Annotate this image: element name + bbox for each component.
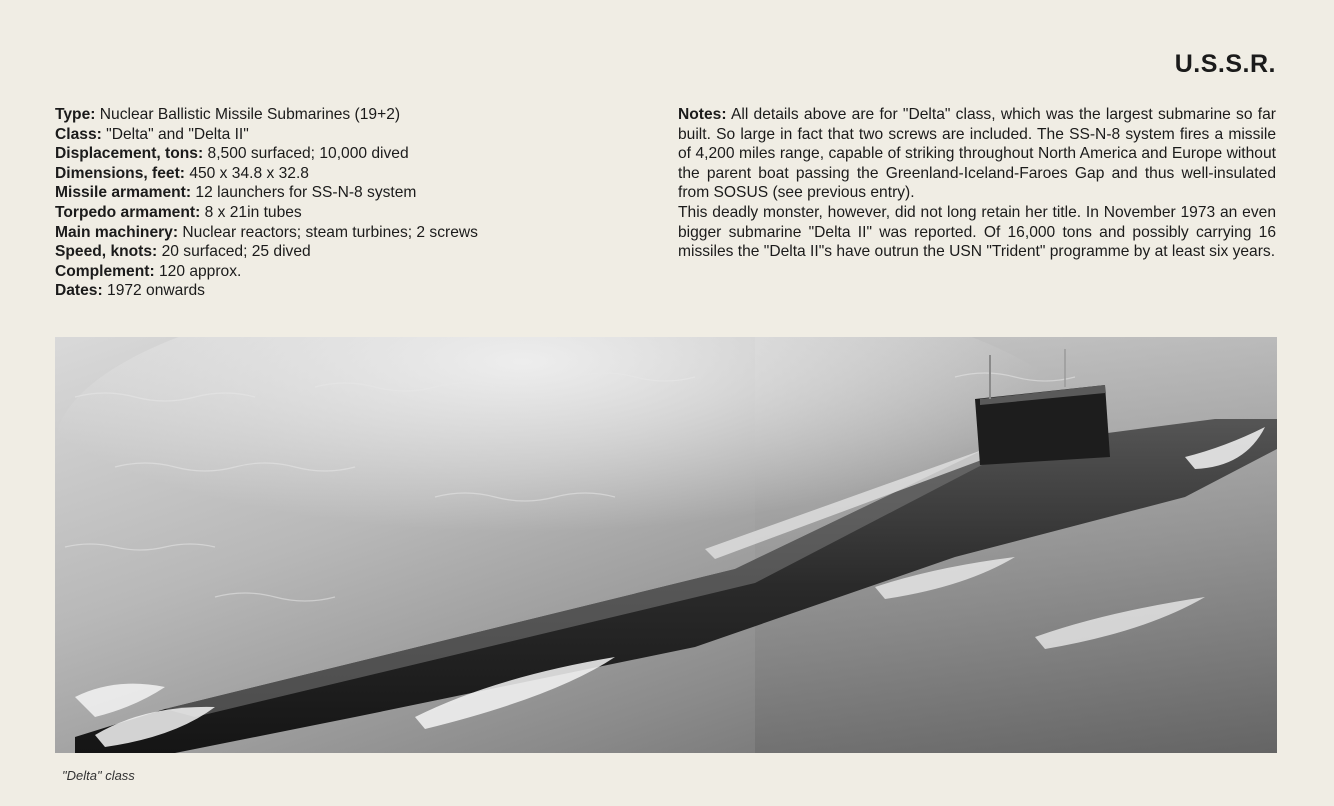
spec-row-missile-armament [55, 183, 625, 203]
spec-row-main-machinery [55, 223, 625, 243]
spec-row-dates [55, 281, 625, 301]
spec-label: Complement: [55, 262, 155, 280]
spec-label: Type: [55, 106, 96, 123]
notes-block [678, 105, 1276, 262]
spec-value: Nuclear reactors; steam turbines; 2 screws [182, 223, 478, 241]
notes-text-1: All details above are for "Delta" class, which was the largest submarine so far built. So large in fact that two screws are included. The SS-N-8 system fires a missile of 4,200 miles range, capable of striking throughout North America and Europe without the parent boat passing the Greenland-Iceland-Faroes Gap and thus well-insulated from SOSUS (see previous entry). [678, 106, 1276, 202]
spec-label: Class: [55, 125, 102, 143]
spec-value: 20 surfaced; 25 dived [161, 243, 311, 261]
notes-label: Notes: [678, 106, 727, 123]
spec-row-displacement [55, 144, 625, 164]
spec-row-type [55, 105, 625, 125]
spec-value: Nuclear Ballistic Missile Submarines (19+2) [99, 106, 401, 123]
submarine-illustration [55, 337, 1277, 753]
spec-row-complement [55, 262, 625, 282]
spec-value: 450 x 34.8 x 32.8 [189, 164, 309, 182]
spec-label: Displacement, tons: [55, 145, 204, 163]
spec-value: 12 launchers for SS-N-8 system [195, 184, 417, 202]
spec-row-speed [55, 242, 625, 262]
notes-paragraph-2: This deadly monster, however, did not long retain her title. In November 1973 an even bigger submarine "Delta II" was reported. Of 16,000 tons and possibly carrying 16 missiles the "Delta II"s have outrun the USN "Trident" programme by at least six years. [678, 203, 1276, 261]
notes-paragraph-1 [678, 105, 1276, 203]
submarine-photo [55, 337, 1277, 753]
spec-row-torpedo-armament [55, 203, 625, 223]
spec-value: 120 approx. [158, 262, 242, 280]
spec-label: Dimensions, feet: [55, 164, 185, 182]
photo-caption: "Delta" class [62, 768, 135, 783]
spec-value: "Delta" and "Delta II" [106, 125, 249, 143]
country-heading: U.S.S.R. [1174, 50, 1276, 78]
spec-label: Torpedo armament: [55, 203, 201, 221]
spec-value: 8,500 surfaced; 10,000 dived [207, 145, 409, 163]
specifications-list [55, 105, 625, 301]
spec-label: Dates: [55, 282, 103, 300]
spec-row-class [55, 125, 625, 145]
spec-label: Main machinery: [55, 223, 179, 241]
spec-label: Missile armament: [55, 184, 192, 202]
spec-label: Speed, knots: [55, 243, 158, 261]
spec-value: 1972 onwards [107, 282, 205, 300]
spec-value: 8 x 21in tubes [204, 203, 302, 221]
spec-row-dimensions [55, 164, 625, 184]
